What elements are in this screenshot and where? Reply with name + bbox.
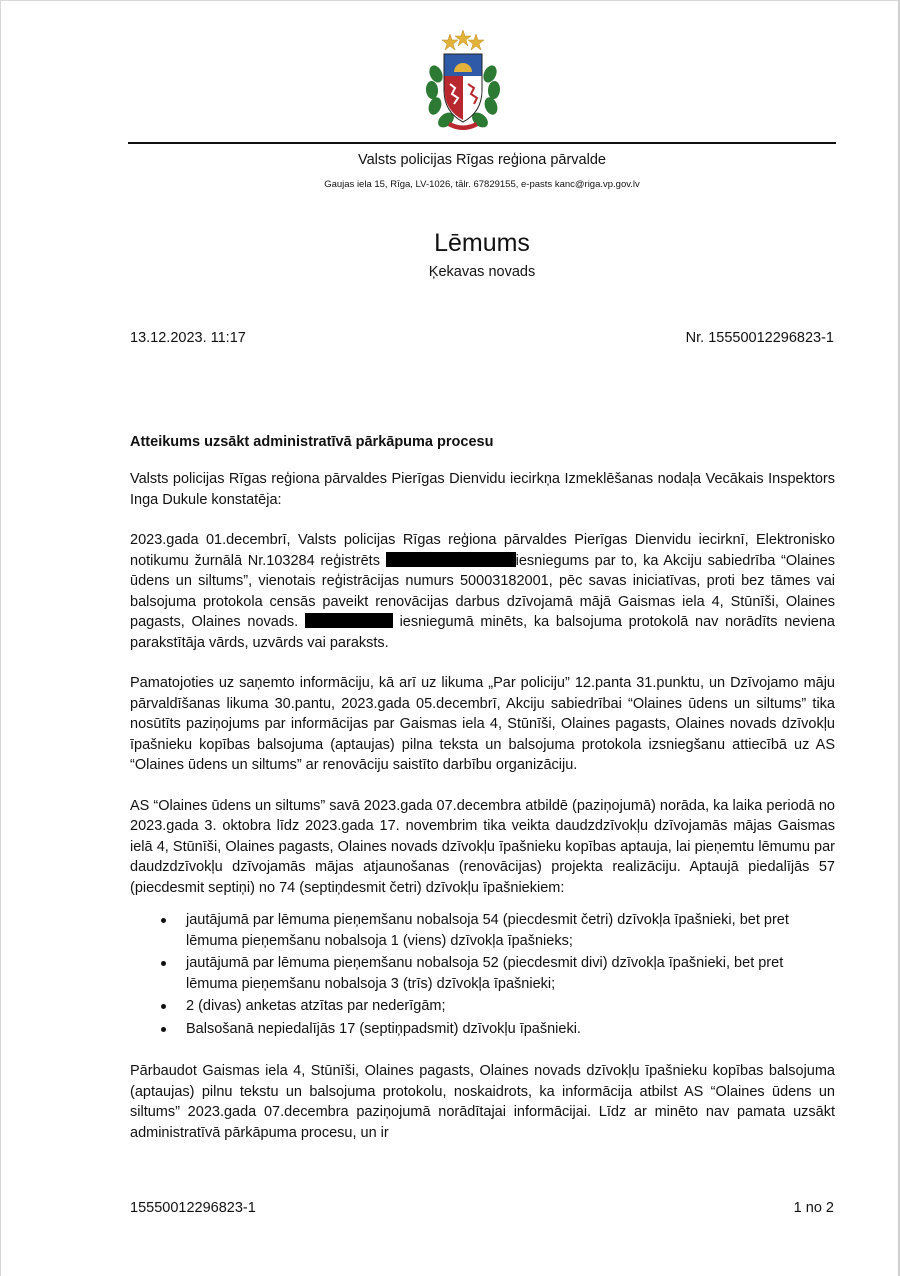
document-title: Lēmums [434,229,530,257]
paragraph-1: Valsts policijas Rīgas reģiona pārvaldes Pierīgas Dienvidu iecirkņa Izmeklēšanas nodaļa Vecākais Inspektors Inga Dukule konstatēja: [130,471,835,508]
footer-page-number: 1 no 2 [793,1200,834,1216]
page-border-top [0,0,900,1]
document-datetime: 13.12.2023. 11:17 [130,330,246,346]
list-item: Balsošanā nepiedalījās 17 (septiņpadsmit) dzīvokļu īpašnieki. [186,1019,835,1040]
paragraph-4: AS “Olaines ūdens un siltums” savā 2023.gada 07.decembra atbildē (paziņojumā) norāda, ka laika periodā no 2023.gada 3. oktobra līdz 2023.gada 17. novembrim tika veikta daudzdzīvokļu dzīvojamās mājas Gaismas ielā 4, Stūnīši, Olaines pagasts, Olaines novads dzīvokļu īpašnieku kopības aptauja, lai pieņemtu lēmumu par daudzdzīvokļu dzīvojamās mājas atjaunošanas (renovācijas) projekta realizāciju. Aptaujā piedalījās 57 (piecdesmit septiņi) no 74 (septiņdesmit četri) dzīvokļu īpašniekiem: [130,797,835,896]
header-rule [128,142,836,144]
paragraph-2-part-1: 2023.gada 01.decembrī, Valsts policijas Rīgas reģiona pārvaldes Pierīgas Dienvidu iecirknī, Elektronisko notikumu žurnālā Nr.103284 reģistrēts [130,532,835,569]
redaction-bar [305,613,393,628]
organization-name: Valsts policijas Rīgas reģiona pārvalde [358,152,606,168]
redaction-bar [386,552,516,567]
paragraph-2-part-2: iesniegums par to, ka Akciju sabiedrība “Olaines ūdens un siltums”, vienotais reģistrācijas numurs 50003182001, pēc savas iniciatīvas, proti bez tāmes vai balsojuma protokola censās paveikt renovācijas darbus dzīvojamā mājā Gaismas iela 4, Stūnīši, Olaines pagasts, Olaines novads. [130,552,835,630]
paragraph-2-part-3: iesniegumā minēts, ka balsojuma protokolā nav norādīts neviena parakstītāja vārds, uzvārds vai paraksts. [130,614,835,651]
footer-document-id: 15550012296823-1 [130,1200,256,1216]
coat-of-arms-icon [424,30,502,134]
document-place: Ķekavas novads [428,264,536,280]
document-body [130,432,835,1163]
paragraph-2 [130,530,835,653]
list-item: 2 (divas) anketas atzītas par nederīgām; [186,996,835,1017]
paragraph-3: Pamatojoties uz saņemto informāciju, kā arī uz likuma „Par policiju” 12.panta 31.punktu, un Dzīvojamo māju pārvaldīšanas likuma 30.pantu, 2023.gada 05.decembrī, Akciju sabiedrībai “Olaines ūdens un siltums” tika nosūtīts paziņojums par informācijas par Gaismas iela 4, Stūnīši, Olaines pagasts, Olaines novads dzīvokļu īpašnieku kopības balsojuma (aptaujas) pilna teksta un balsojuma protokola izsniegšanu attiecībā uz AS “Olaines ūdens un siltums” ar renovāciju saistīto darbību organizāciju. [130,675,835,773]
document-number: Nr. 15550012296823-1 [685,330,834,346]
decision-heading: Atteikums uzsākt administratīvā pārkāpuma procesu [130,434,494,450]
list-item: jautājumā par lēmuma pieņemšanu nobalsoja 54 (piecdesmit četri) dzīvokļa īpašnieki, bet pret lēmuma pieņemšanu nobalsoja 1 (viens) dzīvokļa īpašnieks; [186,910,835,951]
page-border-left [0,0,1,1276]
vote-results-list [130,910,835,1039]
list-item: jautājumā par lēmuma pieņemšanu nobalsoja 52 (piecdesmit divi) dzīvokļa īpašnieki, bet pret lēmuma pieņemšanu nobalsoja 3 (trīs) dzīvokļa īpašnieki; [186,953,835,994]
paragraph-5: Pārbaudot Gaismas iela 4, Stūnīši, Olaines pagasts, Olaines novads dzīvokļu īpašnieku kopības balsojuma (aptaujas) pilnu tekstu un balsojuma protokolu, noskaidrots, ka informācija atbilst AS “Olaines ūdens un siltums” 2023.gada 07.decembra paziņojumā norādītajai informācijai. Līdz ar minēto nav pamata uzsākt administratīvā pārkāpuma procesu, un ir [130,1063,835,1141]
organization-address: Gaujas iela 15, Rīga, LV-1026, tālr. 67829155, e-pasts kanc@riga.vp.gov.lv [324,179,640,190]
